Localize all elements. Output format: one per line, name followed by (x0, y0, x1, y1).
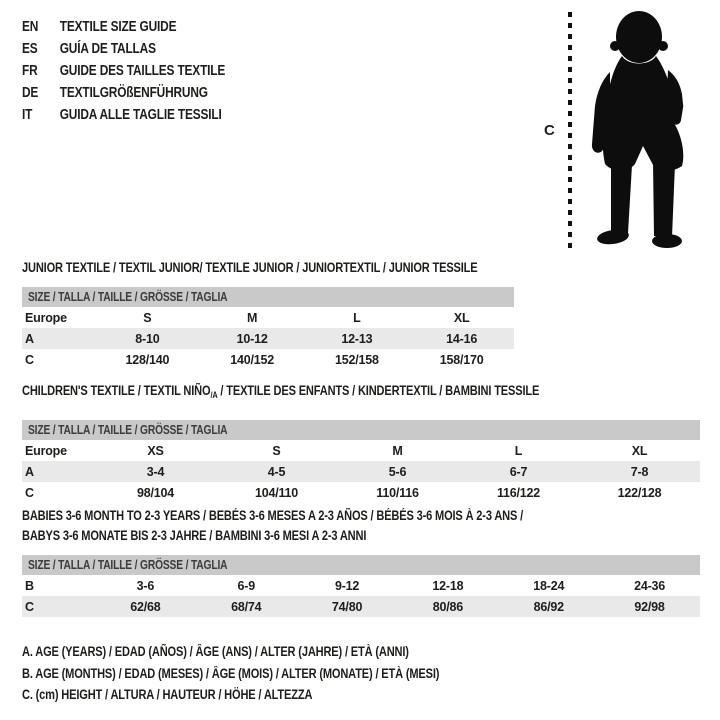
toddler-silhouette-shape (592, 11, 683, 248)
language-label: GUIDA ALLE TAGLIE TESSILI (59, 107, 222, 123)
row-cell: S (272, 443, 281, 458)
row-cell: 74/80 (331, 599, 363, 614)
childrens-textile-section (22, 382, 700, 503)
height-label: C (544, 122, 555, 139)
row-cell: 9-12 (334, 578, 360, 593)
size-header-bar (22, 287, 514, 307)
row-label: C (25, 485, 34, 500)
row-cell: 122/128 (617, 485, 662, 500)
section-title-text: JUNIOR TEXTILE / TEXTIL JUNIOR/ TEXTILE JUNIOR / JUNIORTEXTIL / JUNIOR TESSILE (22, 260, 478, 275)
table-row (22, 440, 700, 461)
language-row (22, 38, 225, 60)
toddler-silhouette-icon (582, 8, 692, 250)
table-row (22, 307, 514, 328)
legend-notes (22, 641, 531, 706)
row-cell: 116/122 (496, 485, 541, 500)
table-row (22, 461, 700, 482)
row-cell: XS (147, 443, 164, 458)
section-title (22, 382, 539, 404)
row-cell: 6-7 (509, 464, 528, 479)
size-header-label: SIZE / TALLA / TAILLE / GRÖSSE / TAGLIA (28, 558, 228, 572)
row-cell: 3-4 (146, 464, 165, 479)
row-cell: M (247, 310, 258, 325)
row-label: A (25, 331, 34, 346)
table-row (22, 482, 700, 503)
row-cell: 5-6 (388, 464, 407, 479)
row-cell: L (514, 443, 523, 458)
row-label: C (25, 599, 34, 614)
height-dashed-line (566, 10, 574, 256)
figure-area (540, 8, 715, 260)
size-header-bar (22, 420, 700, 440)
row-cell: 62/68 (130, 599, 161, 614)
section-title-text: CHILDREN'S TEXTILE / TEXTIL NIÑO (22, 383, 211, 398)
row-label: C (25, 352, 34, 367)
table-row (22, 575, 700, 596)
note-line-a: A. AGE (YEARS) / EDAD (AÑOS) / ÂGE (ANS) / ALTER (JAHRE) / ETÀ (ANNI) (22, 644, 409, 659)
language-label: GUIDE DES TAILLES TEXTILE (59, 63, 226, 79)
row-cell: 14-16 (446, 331, 478, 346)
row-cell: 152/158 (334, 352, 379, 367)
note-line-c: C. (cm) HEIGHT / ALTURA / HAUTEUR / HÖHE / ALTEZZA (22, 687, 313, 702)
row-cell: 8-10 (135, 331, 160, 346)
language-list (22, 16, 270, 126)
table-row (22, 596, 700, 617)
language-code: FR (22, 63, 38, 79)
row-cell: 104/110 (254, 485, 299, 500)
table-row (22, 349, 514, 370)
section-title-text: /A (210, 390, 218, 400)
language-label: TEXTILE SIZE GUIDE (59, 19, 177, 35)
language-row (22, 82, 225, 104)
section-title-text: BABIES 3-6 MONTH TO 2-3 YEARS / BEBÉS 3-6 MESES A 2-3 AÑOS / BÉBÉS 3-6 MOIS À 2-3 ANS / (22, 508, 524, 523)
row-cell: 110/116 (376, 485, 419, 500)
row-label: B (25, 578, 34, 593)
size-table (22, 575, 700, 617)
language-code: IT (22, 107, 33, 123)
row-cell: 7-8 (630, 464, 649, 479)
size-header-label: SIZE / TALLA / TAILLE / GRÖSSE / TAGLIA (28, 423, 228, 437)
row-cell: 10-12 (236, 331, 268, 346)
row-cell: 12-13 (341, 331, 373, 346)
row-label: A (25, 464, 34, 479)
row-label: Europe (25, 443, 67, 458)
row-cell: S (143, 310, 152, 325)
language-code: ES (22, 41, 38, 57)
row-cell: 3-6 (136, 578, 155, 593)
row-cell: 140/152 (230, 352, 275, 367)
babies-textile-section (22, 506, 700, 617)
section-title-text: / TEXTILE DES ENFANTS / KINDERTEXTIL / BAMBINI TESSILE (217, 383, 540, 398)
row-label: Europe (25, 310, 67, 325)
row-cell: 4-5 (267, 464, 286, 479)
row-cell: 128/140 (125, 352, 170, 367)
row-cell: 98/104 (136, 485, 175, 500)
row-cell: 68/74 (231, 599, 262, 614)
language-row (22, 60, 225, 82)
size-header-bar (22, 555, 700, 575)
size-table (22, 440, 700, 503)
row-cell: 24-36 (634, 578, 666, 593)
row-cell: 12-18 (432, 578, 464, 593)
row-cell: XL (453, 310, 470, 325)
language-row (22, 16, 225, 38)
size-table (22, 307, 514, 370)
row-cell: M (392, 443, 403, 458)
language-row (22, 104, 225, 126)
language-code: DE (22, 85, 39, 101)
size-header-label: SIZE / TALLA / TAILLE / GRÖSSE / TAGLIA (28, 290, 228, 304)
section-title (22, 259, 477, 276)
row-cell: 92/98 (634, 599, 665, 614)
table-row (22, 328, 514, 349)
row-cell: 6-9 (237, 578, 255, 593)
row-cell: L (353, 310, 361, 325)
language-label: TEXTILGRÖßENFÜHRUNG (59, 85, 208, 101)
section-title (22, 506, 523, 546)
language-code: EN (22, 19, 39, 35)
section-title-text: BABYS 3-6 MONATE BIS 2-3 JAHRE / BAMBINI 3-6 MESI A 2-3 ANNI (22, 528, 367, 543)
row-cell: 86/92 (533, 599, 564, 614)
row-cell: 80/86 (432, 599, 464, 614)
row-cell: XL (631, 443, 648, 458)
note-line-b: B. AGE (MONTHS) / EDAD (MESES) / ÂGE (MOIS) / ALTER (MONATE) / ETÀ (MESI) (22, 665, 440, 681)
row-cell: 158/170 (439, 352, 484, 367)
language-label: GUÍA DE TALLAS (59, 41, 156, 57)
junior-textile-section (22, 259, 514, 370)
row-cell: 18-24 (533, 578, 565, 593)
